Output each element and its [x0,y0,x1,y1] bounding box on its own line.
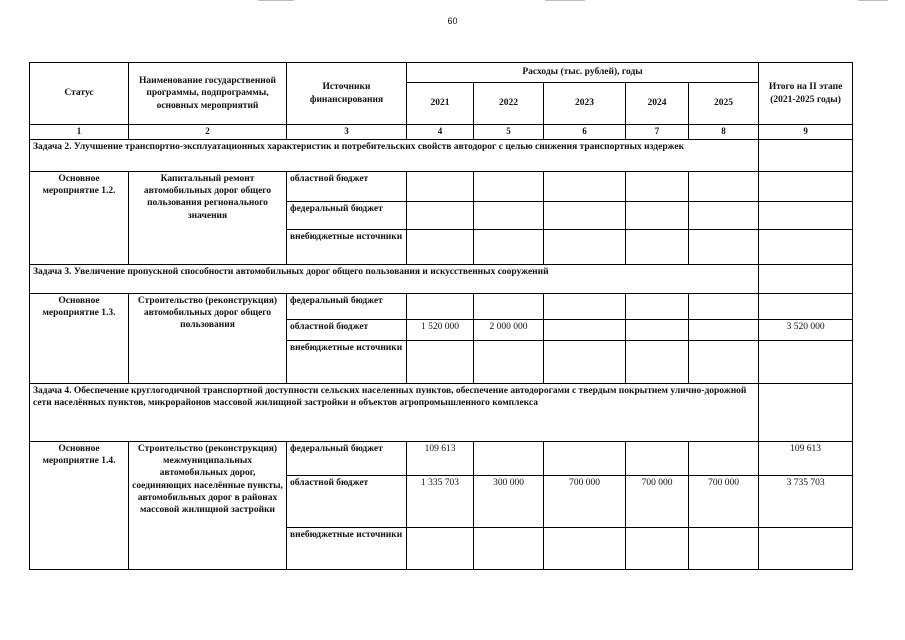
value-cell: 700 000 [626,475,689,527]
task-total-cell [759,264,853,293]
total-cell [759,171,853,201]
value-cell [626,319,689,340]
total-cell [759,229,853,264]
header-name: Наименование государственной программы, подпрограммы, основных мероприятий [129,63,287,125]
total-cell [759,340,853,383]
header-year: 2021 [407,83,474,125]
value-cell [544,201,626,229]
value-cell: 700 000 [689,475,759,527]
column-number: 5 [474,125,544,140]
column-number: 2 [129,125,287,140]
column-number: 9 [759,125,853,140]
value-cell [626,340,689,383]
header-sources: Источники финансирования [287,63,407,125]
value-cell [689,171,759,201]
column-number: 1 [30,125,129,140]
value-cell [474,340,544,383]
value-cell [407,340,474,383]
value-cell [474,201,544,229]
value-cell [544,171,626,201]
value-cell [544,527,626,569]
value-cell [626,171,689,201]
column-number: 3 [287,125,407,140]
event-name: Капитальный ремонт автомобильных дорог общего пользования регионального значения [129,171,287,264]
value-cell [544,229,626,264]
event-name: Строительство (реконструкция) межмуниципальных автомобильных дорог, соединяющих населённые пункты, автомобильных дорог в районах массовой жилищной застройки [129,441,287,569]
total-cell: 109 613 [759,441,853,475]
value-cell: 1 520 000 [407,319,474,340]
value-cell [474,229,544,264]
funding-source: областной бюджет [287,475,407,527]
value-cell [689,319,759,340]
header-total: Итого на II этапе (2021-2025 годы) [759,63,853,125]
task-title: Задача 2. Улучшение транспортно-эксплуатационных характеристик и потребительских свойств автодорог с целью снижения транспортных издержек [30,139,759,171]
value-cell [689,340,759,383]
value-cell: 1 335 703 [407,475,474,527]
column-number: 6 [544,125,626,140]
funding-source: федеральный бюджет [287,293,407,319]
value-cell [626,293,689,319]
funding-source: областной бюджет [287,319,407,340]
total-cell: 3 520 000 [759,319,853,340]
header-expenses: Расходы (тыс. рублей), годы [407,63,759,83]
value-cell [407,229,474,264]
header-year: 2023 [544,83,626,125]
value-cell: 109 613 [407,441,474,475]
funding-source: федеральный бюджет [287,441,407,475]
funding-source: областной бюджет [287,171,407,201]
value-cell [544,340,626,383]
value-cell [474,441,544,475]
value-cell: 700 000 [544,475,626,527]
header-year: 2025 [689,83,759,125]
value-cell: 300 000 [474,475,544,527]
event-status: Основное мероприятие 1.3. [30,293,129,383]
value-cell [544,293,626,319]
funding-source: федеральный бюджет [287,201,407,229]
event-status: Основное мероприятие 1.4. [30,441,129,569]
task-total-cell [759,383,853,441]
value-cell [689,229,759,264]
page-number: 60 [447,16,458,26]
value-cell [474,527,544,569]
budget-table [29,62,853,570]
funding-source: внебюджетные источники [287,229,407,264]
scan-edge-line [858,0,888,1]
total-cell [759,293,853,319]
value-cell [689,293,759,319]
task-total-cell [759,139,853,171]
task-title: Задача 3. Увеличение пропускной способности автомобильных дорог общего пользования и искусственных сооружений [30,264,759,293]
value-cell [689,201,759,229]
value-cell [474,293,544,319]
value-cell: 2 000 000 [474,319,544,340]
value-cell [407,201,474,229]
column-number: 7 [626,125,689,140]
value-cell [626,527,689,569]
value-cell [407,527,474,569]
value-cell [626,201,689,229]
value-cell [544,319,626,340]
total-cell [759,201,853,229]
funding-source: внебюджетные источники [287,340,407,383]
value-cell [407,293,474,319]
value-cell [544,441,626,475]
header-year: 2022 [474,83,544,125]
value-cell [689,527,759,569]
task-title: Задача 4. Обеспечение круглогодичной транспортной доступности сельских населенных пунктов, обеспечение автодорогами с твердым покрытием улично-дорожной сети населённых пунктов, микрорайонов массовой жилищной застройки и объектов агропромышленного комплекса [30,383,759,441]
value-cell [689,441,759,475]
total-cell [759,527,853,569]
value-cell [626,441,689,475]
total-cell: 3 735 703 [759,475,853,527]
value-cell [474,171,544,201]
funding-source: внебюджетные источники [287,527,407,569]
event-status: Основное мероприятие 1.2. [30,171,129,264]
header-status: Статус [30,63,129,125]
value-cell [626,229,689,264]
scan-edge-line [545,0,585,1]
value-cell [407,171,474,201]
event-name: Строительство (реконструкция) автомобильных дорог общего пользования [129,293,287,383]
scan-edge-line [258,0,294,1]
column-number: 8 [689,125,759,140]
header-year: 2024 [626,83,689,125]
column-number: 4 [407,125,474,140]
